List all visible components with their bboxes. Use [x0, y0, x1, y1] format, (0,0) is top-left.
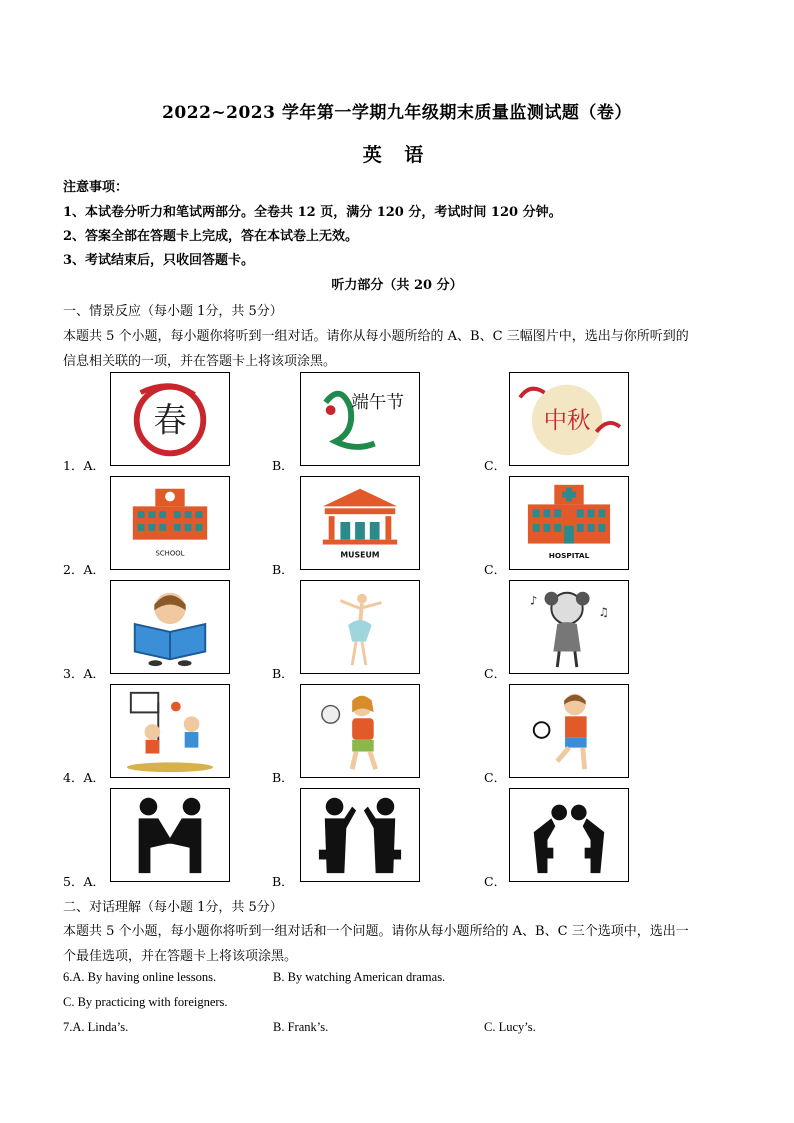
q2-option-b-label: B．	[272, 562, 294, 577]
q4-option-a-image[interactable]	[110, 684, 230, 778]
exam-title: 2022~2023 学年第一学期九年级期末质量监测试题（卷）	[162, 103, 632, 123]
section1-title: 一、情景反应（每小题 1分，共 5分）	[63, 304, 283, 319]
q5-option-b-label: B．	[272, 874, 294, 889]
question-3-label: 3．A．	[63, 666, 105, 681]
bowing-icon	[510, 789, 628, 881]
hospital-text: HOSPITAL	[548, 551, 590, 561]
q6-option-c[interactable]: C. By practicing with foreigners.	[63, 995, 228, 1009]
q1-option-b-image[interactable]	[300, 372, 420, 466]
q5-option-b-image[interactable]	[300, 788, 420, 882]
section2-instruction-2: 个最佳选项，并在答题卡上将该项涂黑。	[63, 949, 298, 964]
q1-option-a-image[interactable]	[110, 372, 230, 466]
subject-title: 英 语	[362, 144, 432, 166]
q4-option-c-label: C．	[484, 770, 507, 785]
note-item-3: 3、考试结束后，只收回答题卡。	[63, 253, 255, 268]
soccer-icon	[510, 685, 628, 777]
q1-option-c-image[interactable]	[509, 372, 629, 466]
handshake-icon	[111, 789, 229, 881]
dragon-boat-festival-icon	[301, 373, 419, 465]
q4-option-b-image[interactable]	[300, 684, 420, 778]
q7-option-a[interactable]: 7.A. Linda’s.	[63, 1020, 129, 1034]
note-item-2: 2、答案全部在答题卡上完成，答在本试卷上无效。	[63, 229, 359, 244]
svg-text:♫: ♫	[598, 605, 609, 620]
listening-heading: 听力部分（共 20 分）	[331, 278, 463, 293]
question-4-label: 4．A．	[63, 770, 105, 785]
spring-festival-icon	[111, 373, 229, 465]
greeting-wave-icon	[301, 789, 419, 881]
q3-option-b-image[interactable]	[300, 580, 420, 674]
section2-title: 二、对话理解（每小题 1分，共 5分）	[63, 900, 283, 915]
spring-char: 春	[153, 400, 187, 440]
svg-text:♪: ♪	[529, 593, 538, 608]
q6-option-a[interactable]: 6.A. By having online lessons.	[63, 970, 217, 984]
basketball-icon	[111, 685, 229, 777]
notes-heading: 注意事项：	[63, 180, 129, 195]
q7-option-c[interactable]: C. Lucy’s.	[484, 1020, 536, 1034]
q4-option-b-label: B．	[272, 770, 294, 785]
school-building-icon	[111, 477, 229, 569]
q3-option-c-image[interactable]	[509, 580, 629, 674]
q3-option-b-label: B．	[272, 666, 294, 681]
section1-instruction-1: 本题共 5 个小题，每小题你将听到一组对话。请你从每小题所给的 A、B、C 三幅图片中，选出与你所听到的	[63, 329, 689, 344]
section1-instruction-2: 信息相关联的一项，并在答题卡上将该项涂黑。	[63, 354, 337, 369]
q4-option-c-image[interactable]	[509, 684, 629, 778]
q3-option-c-label: C．	[484, 666, 507, 681]
mid-autumn-festival-icon	[510, 373, 628, 465]
museum-building-icon	[301, 477, 419, 569]
mid-autumn-text: 中秋	[543, 405, 591, 434]
q2-option-c-label: C．	[484, 562, 507, 577]
ballet-dancer-icon	[301, 581, 419, 673]
hospital-building-icon	[510, 477, 628, 569]
reading-book-icon	[111, 581, 229, 673]
section2-instruction-1: 本题共 5 个小题，每小题你将听到一组对话和一个问题。请你从每小题所给的 A、B、C 三个选项中，选出一	[63, 924, 689, 939]
q5-option-c-image[interactable]	[509, 788, 629, 882]
volleyball-icon	[301, 685, 419, 777]
question-2-label: 2．A．	[63, 562, 105, 577]
q7-option-b[interactable]: B. Frank’s.	[273, 1020, 329, 1034]
q1-option-c-label: C．	[484, 458, 507, 473]
q2-option-c-image[interactable]	[509, 476, 629, 570]
question-1-label: 1．A．	[63, 458, 105, 473]
q2-option-b-image[interactable]	[300, 476, 420, 570]
question-5-label: 5．A．	[63, 874, 105, 889]
q5-option-a-image[interactable]	[110, 788, 230, 882]
q3-option-a-image[interactable]	[110, 580, 230, 674]
q6-option-b[interactable]: B. By watching American dramas.	[273, 970, 446, 984]
q2-option-a-image[interactable]	[110, 476, 230, 570]
museum-text: MUSEUM	[340, 550, 380, 560]
dragon-boat-text: 端午节	[351, 393, 405, 414]
school-text: SCHOOL	[155, 549, 185, 558]
q5-option-c-label: C．	[484, 874, 507, 889]
note-item-1: 1、本试卷分听力和笔试两部分。全卷共 12 页，满分 120 分，考试时间 120 分钟。	[63, 205, 562, 220]
q1-option-b-label: B．	[272, 458, 294, 473]
singing-girl-icon	[510, 581, 628, 673]
